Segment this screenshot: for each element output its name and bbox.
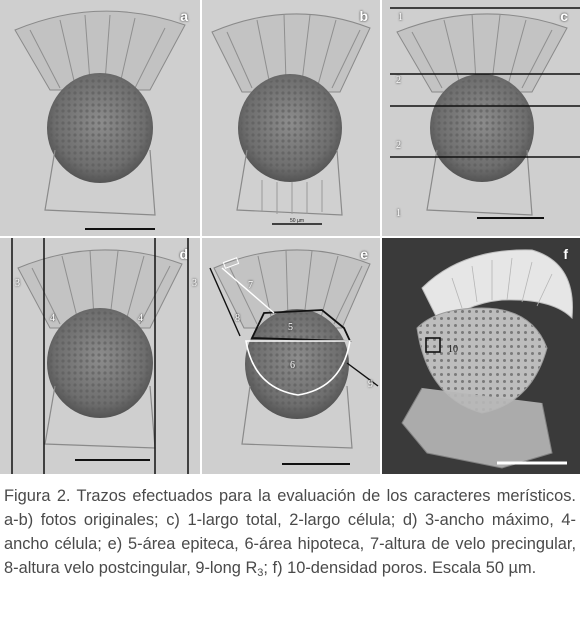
panel-e (202, 238, 380, 474)
scale-bar-text: 50 µm (290, 218, 304, 224)
label-e-7: 7 (248, 280, 253, 291)
micrograph-b (202, 0, 380, 236)
panel-c (382, 0, 580, 236)
label-e-5: 5 (288, 322, 293, 333)
label-d-4-right: 4 (138, 313, 143, 324)
micrograph-c (382, 0, 580, 236)
label-e-9: 9 (368, 379, 373, 390)
label-c-2-top: 2 (396, 75, 401, 86)
panel-label-d: d (179, 246, 188, 262)
caption-text-end: ; f) 10-densidad poros. Escala 50 µm. (263, 559, 537, 577)
label-e-6: 6 (290, 360, 295, 371)
micrograph-a (0, 0, 200, 236)
label-d-3-left: 3 (15, 278, 20, 289)
caption-subscript: 3 (257, 567, 264, 579)
panel-f (382, 238, 580, 474)
panel-label-a: a (180, 8, 188, 24)
panel-label-e: e (360, 246, 368, 262)
figure-caption (4, 484, 576, 580)
micrograph-e (202, 238, 380, 474)
panel-b (202, 0, 380, 236)
caption-text: Figura 2. Trazos efectuados para la evaluación de los caracteres merísticos. a-b) fotos originales; c) 1-largo total, 2-largo célula; d) 3-ancho máximo, 4-ancho célula; e) 5-área epiteca, 6-área hipoteca, 7-altura de velo precingular, 8-altura velo postcingular, 9-long R (4, 487, 576, 577)
label-c-1-bottom: 1 (396, 208, 401, 219)
micrograph-d (0, 238, 200, 474)
panel-a (0, 0, 200, 236)
panel-label-f: f (563, 246, 568, 262)
label-d-4-left: 4 (50, 313, 55, 324)
panel-label-b: b (359, 8, 368, 24)
panel-label-c: c (560, 8, 568, 24)
label-c-2-bottom: 2 (396, 140, 401, 151)
label-d-3-right: 3 (192, 278, 197, 289)
panel-d (0, 238, 200, 474)
label-e-8: 8 (235, 313, 240, 324)
sem-image-f (382, 238, 580, 474)
label-c-1-top: 1 (398, 12, 403, 23)
label-f-10: 10 (448, 344, 458, 355)
